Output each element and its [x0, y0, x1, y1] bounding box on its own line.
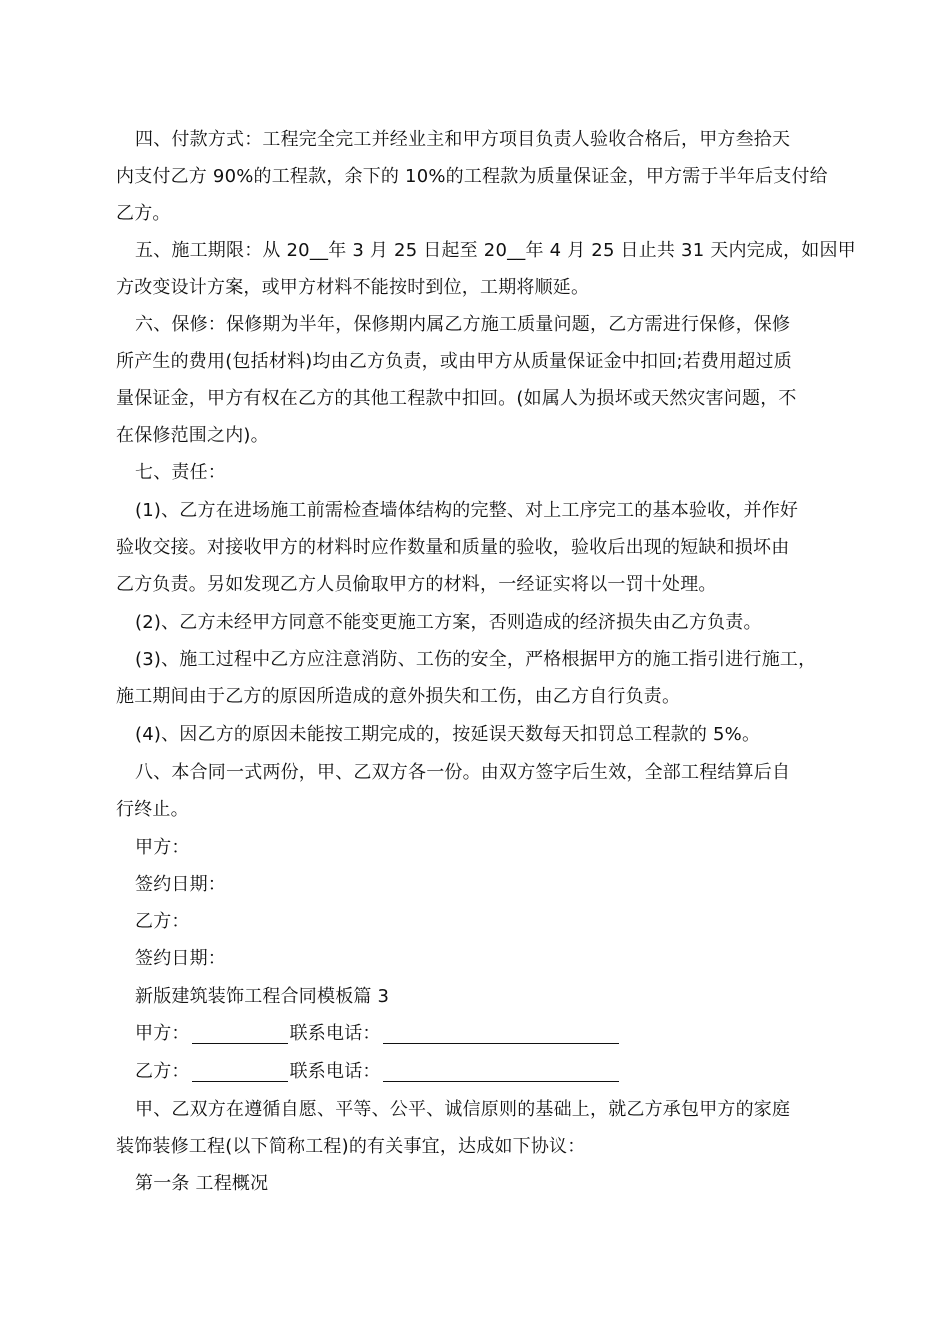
- signature-date-b: 签约日期：: [135, 948, 226, 969]
- copies-line-2: 行终止。: [116, 799, 189, 820]
- party-b-phone-label: 联系电话：: [289, 1061, 381, 1082]
- period-line-1: 五、施工期限：从 20__年 3 月 25 日起至 20__年 4 月 25 日止共 31 天内完成，如因甲: [135, 240, 856, 261]
- warranty-line-2: 所产生的费用(包括材料)均由乙方负责，或由甲方从质量保证金中扣回;若费用超过质: [116, 351, 792, 372]
- intro-line-1: 甲、乙双方在遵循自愿、平等、公平、诚信原则的基础上，就乙方承包甲方的家庭: [135, 1099, 791, 1120]
- duty3-line-1: (3)、施工过程中乙方应注意消防、工伤的安全，严格根据甲方的施工指引进行施工，: [135, 649, 817, 670]
- party-a-phone-blank: [383, 1025, 619, 1044]
- period-line-2: 方改变设计方案，或甲方材料不能按时到位，工期将顺延。: [116, 277, 590, 298]
- copies-line-1: 八、本合同一式两份，甲、乙双方各一份。由双方签字后生效，全部工程结算后自: [135, 762, 791, 783]
- party-b-phone-blank: [383, 1063, 619, 1082]
- signature-party-b: 乙方：: [135, 911, 190, 932]
- duty3-line-2: 施工期间由于乙方的原因所造成的意外损失和工伤，由乙方自行负责。: [116, 686, 681, 707]
- duty-title: 七、责任：: [135, 462, 226, 483]
- party-b-name-blank: [192, 1063, 288, 1082]
- signature-date-a: 签约日期：: [135, 874, 226, 895]
- warranty-line-4: 在保修范围之内)。: [116, 425, 269, 446]
- duty1-line-3: 乙方负责。另如发现乙方人员偷取甲方的材料，一经证实将以一罚十处理。: [116, 574, 717, 595]
- party-a-phone-label: 联系电话：: [289, 1023, 381, 1044]
- intro-line-2: 装饰装修工程(以下简称工程)的有关事宜，达成如下协议：: [116, 1136, 586, 1157]
- warranty-line-1: 六、保修：保修期为半年，保修期内属乙方施工质量问题，乙方需进行保修，保修: [135, 314, 791, 335]
- duty2-line: (2)、乙方未经甲方同意不能变更施工方案，否则造成的经济损失由乙方负责。: [135, 612, 762, 633]
- article1-heading: 第一条 工程概况: [135, 1173, 269, 1194]
- party-b-label: 乙方：: [135, 1061, 190, 1082]
- duty4-line: (4)、因乙方的原因未能按工期完成的，按延误天数每天扣罚总工程款的 5%。: [135, 724, 761, 745]
- payment-line-2: 内支付乙方 90%的工程款，余下的 10%的工程款为质量保证金，甲方需于半年后支付给: [116, 166, 828, 187]
- payment-line-1: 四、付款方式：工程完全完工并经业主和甲方项目负责人验收合格后，甲方叁拾天: [135, 129, 791, 150]
- section3-heading: 新版建筑装饰工程合同模板篇 3: [135, 986, 390, 1007]
- duty1-line-1: (1)、乙方在进场施工前需检查墙体结构的完整、对上工序完工的基本验收，并作好: [135, 500, 799, 521]
- signature-party-a: 甲方：: [135, 837, 190, 858]
- warranty-line-3: 量保证金，甲方有权在乙方的其他工程款中扣回。(如属人为损坏或天然灾害问题，不: [116, 388, 797, 409]
- party-a-contact-row: [135, 1015, 621, 1052]
- payment-line-3: 乙方。: [116, 203, 171, 224]
- party-b-contact-row: [135, 1053, 621, 1090]
- party-a-name-blank: [192, 1025, 288, 1044]
- party-a-label: 甲方：: [135, 1023, 190, 1044]
- duty1-line-2: 验收交接。对接收甲方的材料时应作数量和质量的验收，验收后出现的短缺和损坏由: [116, 537, 790, 558]
